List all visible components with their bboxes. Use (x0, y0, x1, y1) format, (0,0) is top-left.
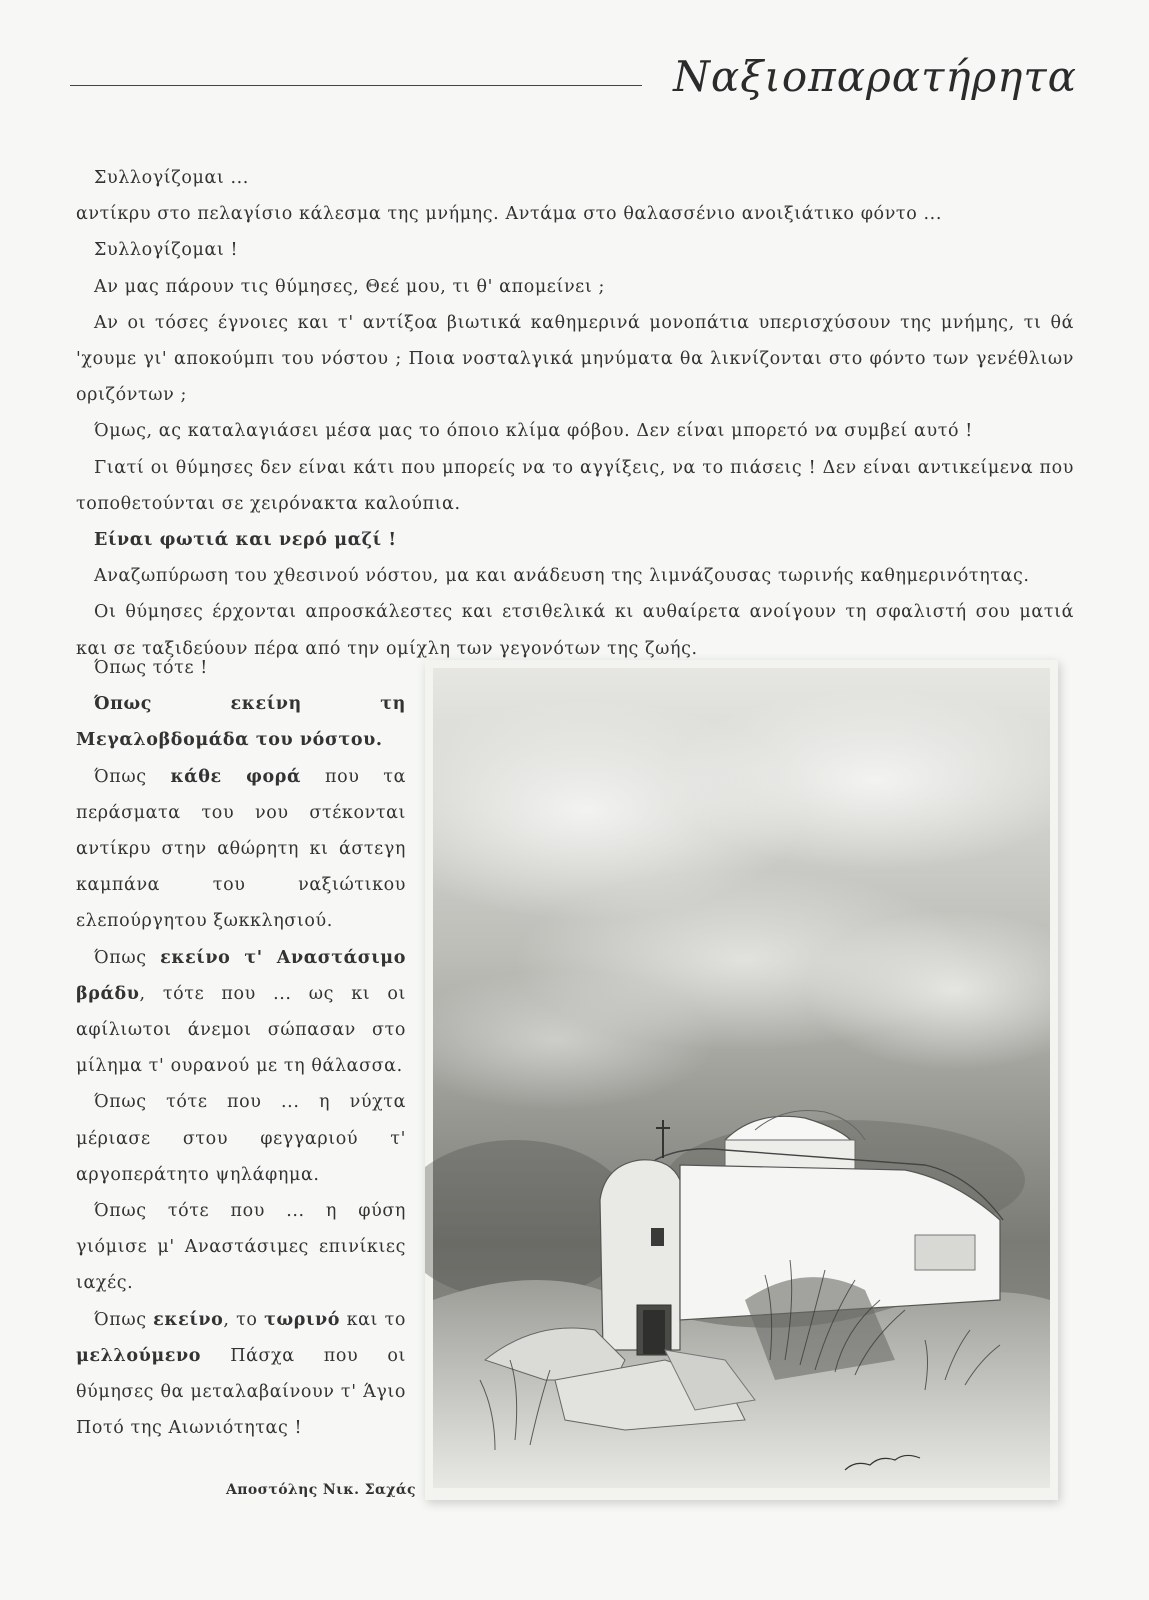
text-bold: εκείνο (153, 1309, 224, 1330)
paragraph: Αν οι τόσες έγνοιες και τ' αντίξοα βιωτικά καθημερινά μονοπάτια υπερισχύσουν της μνήμης, τι θά 'χουμε γι' αποκούμπι του νόστου ; Ποια νοσταλγικά μηνύματα θα λικνίζονται στο φόντο των γενέθλιων οριζόντων ; (76, 312, 1074, 406)
text-run: Όπως (94, 766, 171, 787)
paragraph: Οι θύμησες έρχονται απροσκάλεστες και ετσιθελικά κι αυθαίρετα ανοίγουν τη σφαλιστή σου ματιά και σε ταξιδεύουν πέρα από την ομίχλη των γεγονότων της ζωής. (76, 602, 1074, 659)
text-run: που τα περάσματα του νου στέκονται αντίκρυ στην αθώρητη κι άστεγη καμπάνα του ναξιώτικου ελεπούργητου ξωκκλησιού. (76, 766, 406, 932)
text-run: και το (340, 1309, 406, 1330)
header-rule (70, 85, 642, 86)
paragraph-emphasis: Όπως εκείνη τη Μεγαλοβδομάδα του νόστου. (76, 694, 406, 751)
text-bold: μελλούμενο (76, 1345, 202, 1366)
text-run: Πάσχα που οι θύμησες θα μεταλαβαίνουν τ' Άγιο Ποτό της Αιωνιότητας ! (76, 1345, 406, 1439)
paragraph: Συλλογίζομαι ... (94, 168, 249, 188)
text-run: Όπως (94, 1309, 154, 1330)
paragraph: Όπως τότε που ... η νύχτα μέριασε στου φεγγαριού τ' αργοπεράτητο ψηλάφημα. (76, 1092, 406, 1185)
text-bold: εκείνο τ' Αναστάσιμο βράδυ (76, 947, 406, 1004)
paragraph: Συλλογίζομαι ! (94, 240, 239, 261)
paragraph: Αν μας πάρουν τις θύμησες, Θεέ μου, τι θ' απομείνει ; (94, 276, 605, 297)
text-run: , τότε που ... ως κι οι αφίλιωτοι άνεμοι σώπασαν στο μίλημα τ' ουρανού με τη θάλασσα. (76, 983, 406, 1077)
paragraph (76, 759, 406, 940)
text-run: , το (223, 1309, 265, 1330)
paragraph: Όπως τότε που ... η φύση γιόμισε μ' Αναστάσιμες επινίκιες ιαχές. (76, 1201, 406, 1294)
chapel-sketch-image (425, 660, 1058, 1500)
column-text (76, 650, 406, 1446)
paragraph: Όμως, ας καταλαγιάσει μέσα μας το όποιο κλίμα φόβου. Δεν είναι μπορετό να συμβεί αυτό ! (94, 421, 973, 442)
text-bold: τωρινό (264, 1309, 341, 1330)
text-run: Όπως (94, 947, 161, 968)
paragraph (76, 940, 406, 1085)
page-title: Ναξιοπαρατήρητα (673, 52, 1077, 101)
intro-text (76, 160, 1074, 667)
paragraph (76, 1302, 406, 1447)
paragraph: Αναζωπύρωση του χθεσινού νόστου, μα και ανάδευση της λιμνάζουσας τωρινής καθημερινότητας. (94, 566, 1030, 587)
paragraph: Όπως τότε ! (94, 658, 208, 678)
paragraph-emphasis: Είναι φωτιά και νερό μαζί ! (94, 530, 397, 551)
text-bold: κάθε φορά (170, 766, 302, 787)
paragraph: Γιατί οι θύμησες δεν είναι κάτι που μπορείς να το αγγίξεις, να το πιάσεις ! Δεν είναι αντικείμενα που τοποθετούνται σε χειρόνακτα καλούπια. (76, 457, 1074, 514)
paragraph: αντίκρυ στο πελαγίσιο κάλεσμα της μνήμης. Αντάμα στο θαλασσένιο ανοιξιάτικο φόντο ... (76, 204, 942, 225)
author-signature: Αποστόλης Νικ. Σαχάς (226, 1482, 416, 1498)
